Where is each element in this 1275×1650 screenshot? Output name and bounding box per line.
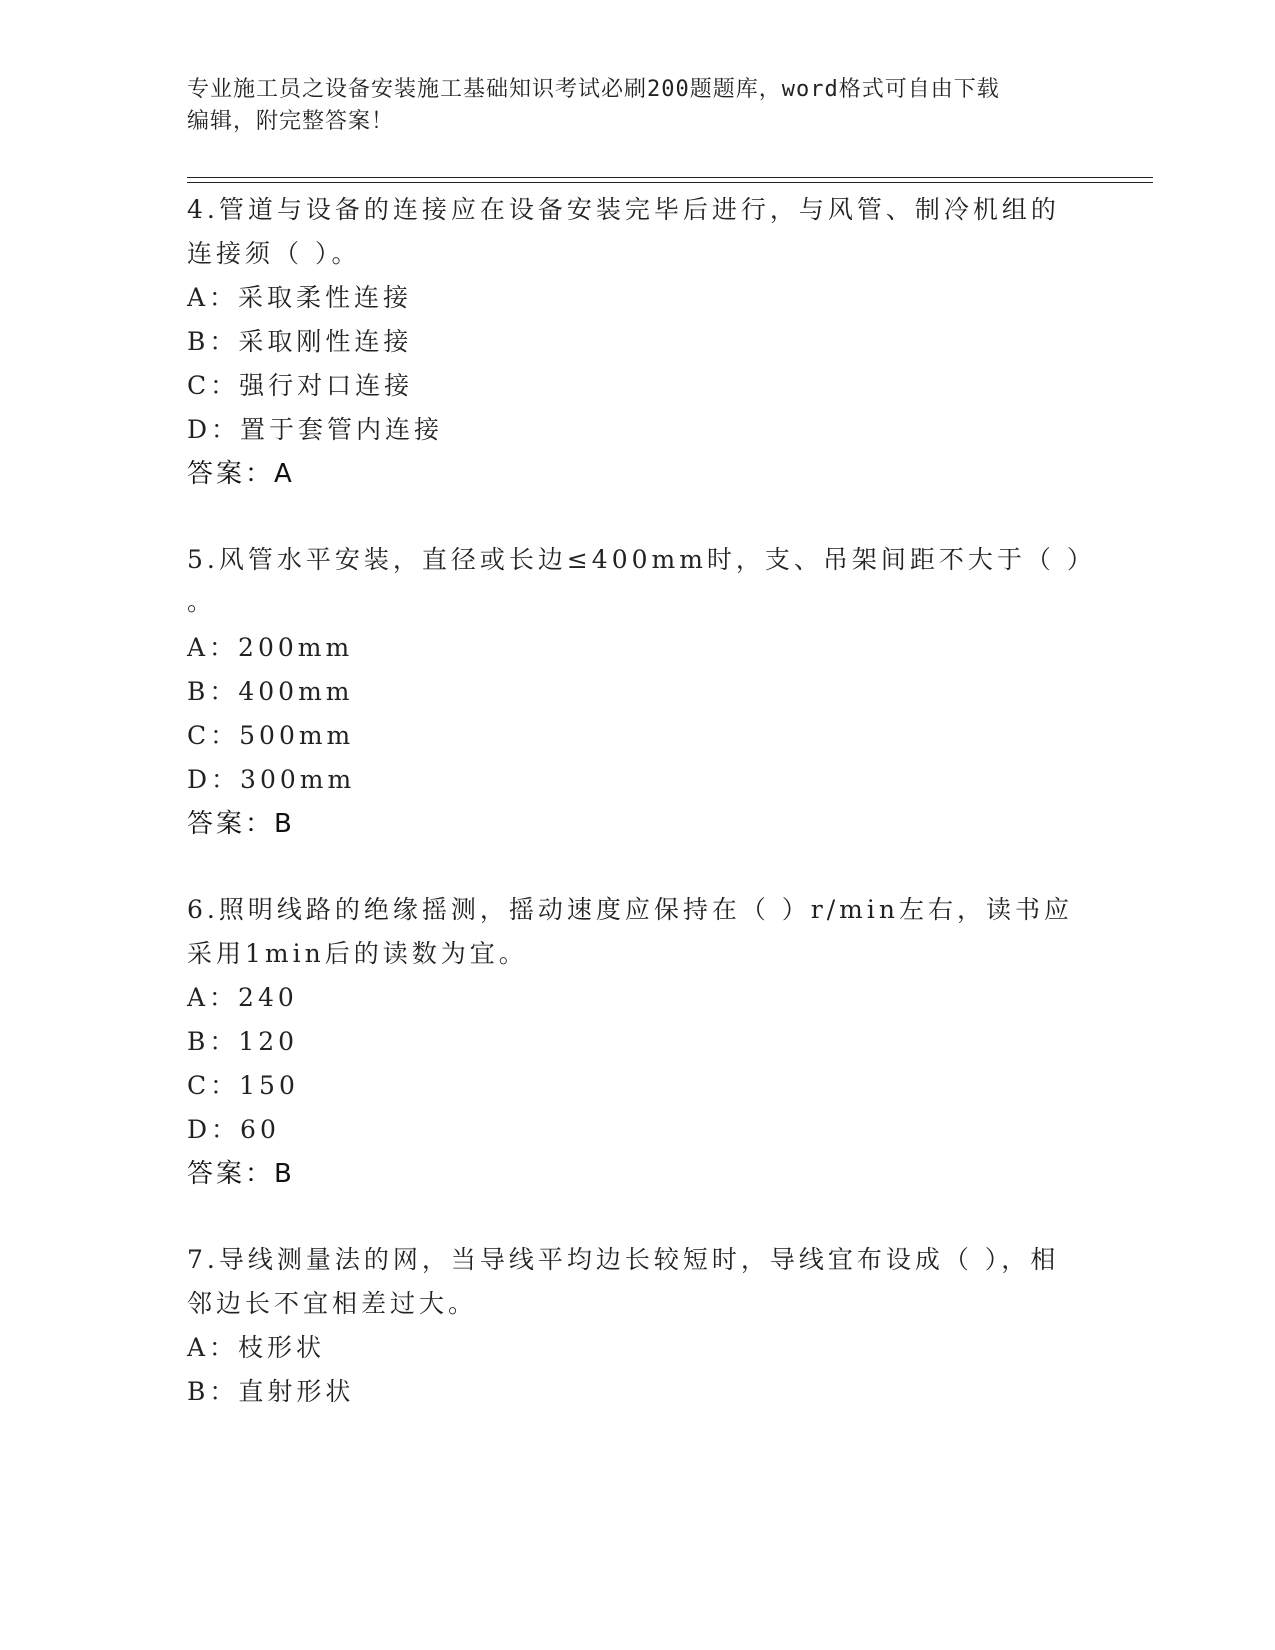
question-5-answer: 答案：B: [187, 809, 295, 839]
question-7-option-a: A：枝形状: [187, 1333, 326, 1362]
question-5-option-d: D：300mm: [187, 765, 356, 794]
question-6-stem-line-2: 采用1min后的读数为宜。: [187, 939, 528, 968]
question-5-option-c: C：500mm: [187, 721, 355, 750]
question-7-stem-line-2: 邻边长不宜相差过大。: [187, 1289, 478, 1318]
question-4-stem-line-2: 连接须（ ）。: [187, 239, 361, 268]
header-line-2: 编辑，附完整答案！: [187, 109, 395, 134]
header-divider-bottom: [187, 182, 1153, 183]
question-4-option-c: C：强行对口连接: [187, 371, 414, 400]
question-5-stem-line-2: 。: [187, 587, 217, 616]
question-7-stem-line-1: 7.导线测量法的网，当导线平均边长较短时，导线宜布设成（ ），相: [187, 1245, 1060, 1274]
question-4-option-b: B：采取刚性连接: [187, 327, 413, 356]
question-4-option-d: D：置于套管内连接: [187, 415, 444, 444]
header-line-1: 专业施工员之设备安装施工基础知识考试必刷200题题库，word格式可自由下载: [187, 77, 1000, 102]
question-6-option-a: A：240: [187, 983, 298, 1012]
question-6-answer: 答案：B: [187, 1159, 295, 1189]
question-7-option-b: B：直射形状: [187, 1377, 355, 1406]
question-4-stem-line-1: 4.管道与设备的连接应在设备安装完毕后进行，与风管、制冷机组的: [187, 195, 1060, 224]
question-6-option-d: D：60: [187, 1115, 280, 1144]
document-header: [187, 74, 1087, 138]
question-4-answer: 答案：A: [187, 459, 295, 489]
question-6-stem-line-1: 6.照明线路的绝缘摇测，摇动速度应保持在（ ）r/min左右，读书应: [187, 895, 1073, 924]
question-6-option-c: C：150: [187, 1071, 299, 1100]
question-5-option-b: B：400mm: [187, 677, 354, 706]
question-4-option-a: A：采取柔性连接: [187, 283, 413, 312]
question-5-option-a: A：200mm: [187, 633, 354, 662]
question-5-stem-line-1: 5.风管水平安装，直径或长边≤400mm时，支、吊架间距不大于（ ）: [187, 545, 1096, 574]
header-divider-top: [187, 177, 1153, 178]
question-6-option-b: B：120: [187, 1027, 299, 1056]
